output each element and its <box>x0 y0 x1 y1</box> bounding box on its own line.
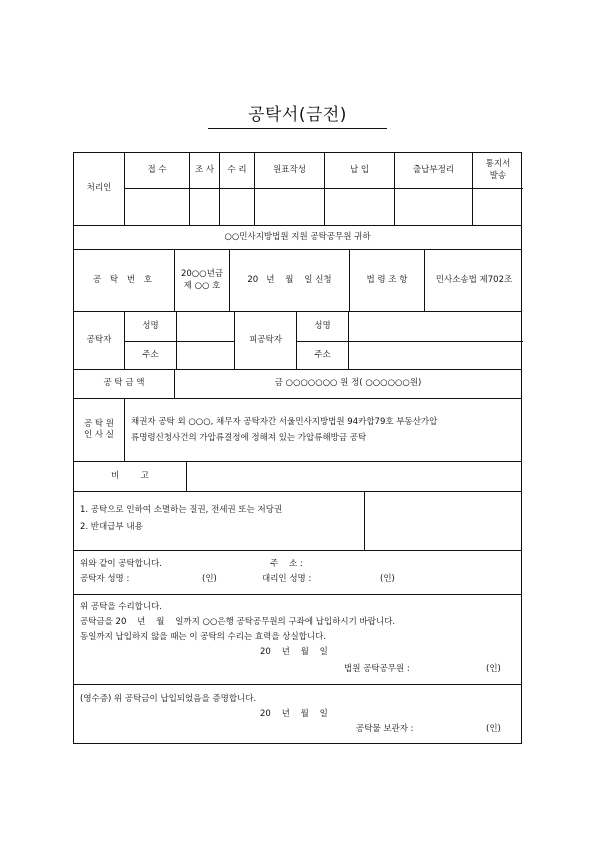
depositee-name-field[interactable] <box>348 312 523 341</box>
processing-box-acceptance[interactable] <box>219 188 254 225</box>
declaration-text: 위와 같이 공탁합니다. <box>80 559 163 569</box>
deposit-number-label: 공 탁 번 호 <box>93 274 155 285</box>
addressee-row <box>74 225 521 249</box>
processing-box-payment[interactable] <box>324 188 394 225</box>
processing-row <box>74 153 521 225</box>
processing-label: 처리인 <box>86 183 112 194</box>
addressee-text: ○○민사지방법원 지원 공탁공무원 귀하 <box>224 231 371 242</box>
processing-header-payment: 납 입 <box>324 153 394 188</box>
processing-box-receipt[interactable] <box>124 188 189 225</box>
depositor-name-label: 성명 <box>124 312 176 341</box>
title-underline <box>208 128 387 129</box>
depositor-seal: (인) <box>202 574 217 584</box>
acceptance-seal: (인) <box>486 664 501 674</box>
depositor-address-label: 주소 <box>124 341 176 369</box>
processing-header-investigation: 조 사 <box>189 153 219 188</box>
remarks-row <box>74 461 521 491</box>
declaration-row <box>74 550 521 594</box>
amount-label: 공 탁 금 액 <box>103 378 145 389</box>
processing-box-ledger[interactable] <box>394 188 472 225</box>
remarks-field[interactable] <box>186 462 521 491</box>
deposit-form <box>73 152 522 744</box>
application-date[interactable]: 20 년 월 일 신청 <box>229 250 349 311</box>
acceptance-date: 20 년 월 일 <box>260 647 328 657</box>
depositor-address-field[interactable] <box>176 341 234 369</box>
acceptance-official-label: 법원 공탁공무원 : <box>344 664 410 674</box>
depositee-name-label: 성명 <box>296 312 348 341</box>
extinguished-field[interactable] <box>364 492 521 550</box>
receipt-line-1: (영수증) 위 공탁금이 납입되었음을 증명합니다. <box>80 694 257 704</box>
deposit-number-value: 20○○년금 제 ○○ 호 <box>174 250 229 311</box>
extinguished-row <box>74 491 521 550</box>
extinguished-line-1: 1. 공탁으로 인하여 소멸하는 질권, 전세권 또는 저당권 <box>80 505 283 515</box>
parties-row <box>74 311 521 369</box>
deposit-number-row <box>74 249 521 311</box>
amount-row <box>74 369 521 398</box>
acceptance-row <box>74 594 521 684</box>
processing-box-notice[interactable] <box>472 188 523 225</box>
depositee-label: 피공탁자 <box>234 312 296 369</box>
processing-header-receipt: 접 수 <box>124 153 189 188</box>
processing-box-investigation[interactable] <box>189 188 219 225</box>
acceptance-line-3: 동일까지 납입하지 않을 때는 이 공탁의 수리는 효력을 상실합니다. <box>80 632 327 642</box>
amount-value[interactable]: 금 ○○○○○○○ 원 정( ○○○○○○원) <box>174 370 521 398</box>
cause-label: 공 탁 원 인 사 실 <box>83 418 115 440</box>
statute-value: 민사소송법 제702조 <box>424 250 523 311</box>
processing-box-record[interactable] <box>254 188 324 225</box>
processing-header-acceptance: 수 리 <box>219 153 254 188</box>
receipt-row <box>74 684 521 745</box>
receipt-date: 20 년 월 일 <box>260 709 328 719</box>
document-title: 공탁서(금전) <box>248 105 347 125</box>
statute-label: 법 령 조 항 <box>349 250 424 311</box>
depositee-address-label: 주소 <box>296 341 348 369</box>
acceptance-line-1: 위 공탁을 수리합니다. <box>80 602 163 612</box>
depositee-address-field[interactable] <box>348 341 523 369</box>
agent-signature-label: 대리인 성명 : <box>262 574 312 584</box>
declaration-address-label: 주 소 : <box>270 559 303 569</box>
acceptance-line-2: 공탁금을 20 년 월 일까지 ○○은행 공탁공무원의 구좌에 납입하시기 바랍니다. <box>80 617 396 627</box>
depositor-label: 공탁자 <box>86 334 112 345</box>
depositor-name-field[interactable] <box>176 312 234 341</box>
cause-text: 채권자 공탁 외 ○○○, 채무자 공탁자간 서울민사지방법원 94카합79호 부동산가압 류명령신청사건의 가압류결정에 정해져 있는 가압류해방금 공탁 <box>124 399 521 461</box>
receipt-seal: (인) <box>486 724 501 734</box>
processing-header-ledger: 출납부정리 <box>394 153 472 188</box>
extinguished-line-2: 2. 반대급부 내용 <box>80 522 143 532</box>
processing-header-notice: 통지서 발송 <box>472 153 523 188</box>
depositor-signature-label: 공탁자 성명 : <box>80 574 130 584</box>
agent-seal: (인) <box>380 574 395 584</box>
remarks-label: 비 고 <box>110 470 150 481</box>
processing-header-record: 원표작성 <box>254 153 324 188</box>
receipt-custodian-label: 공탁물 보관자 : <box>356 724 414 734</box>
cause-row <box>74 398 521 461</box>
